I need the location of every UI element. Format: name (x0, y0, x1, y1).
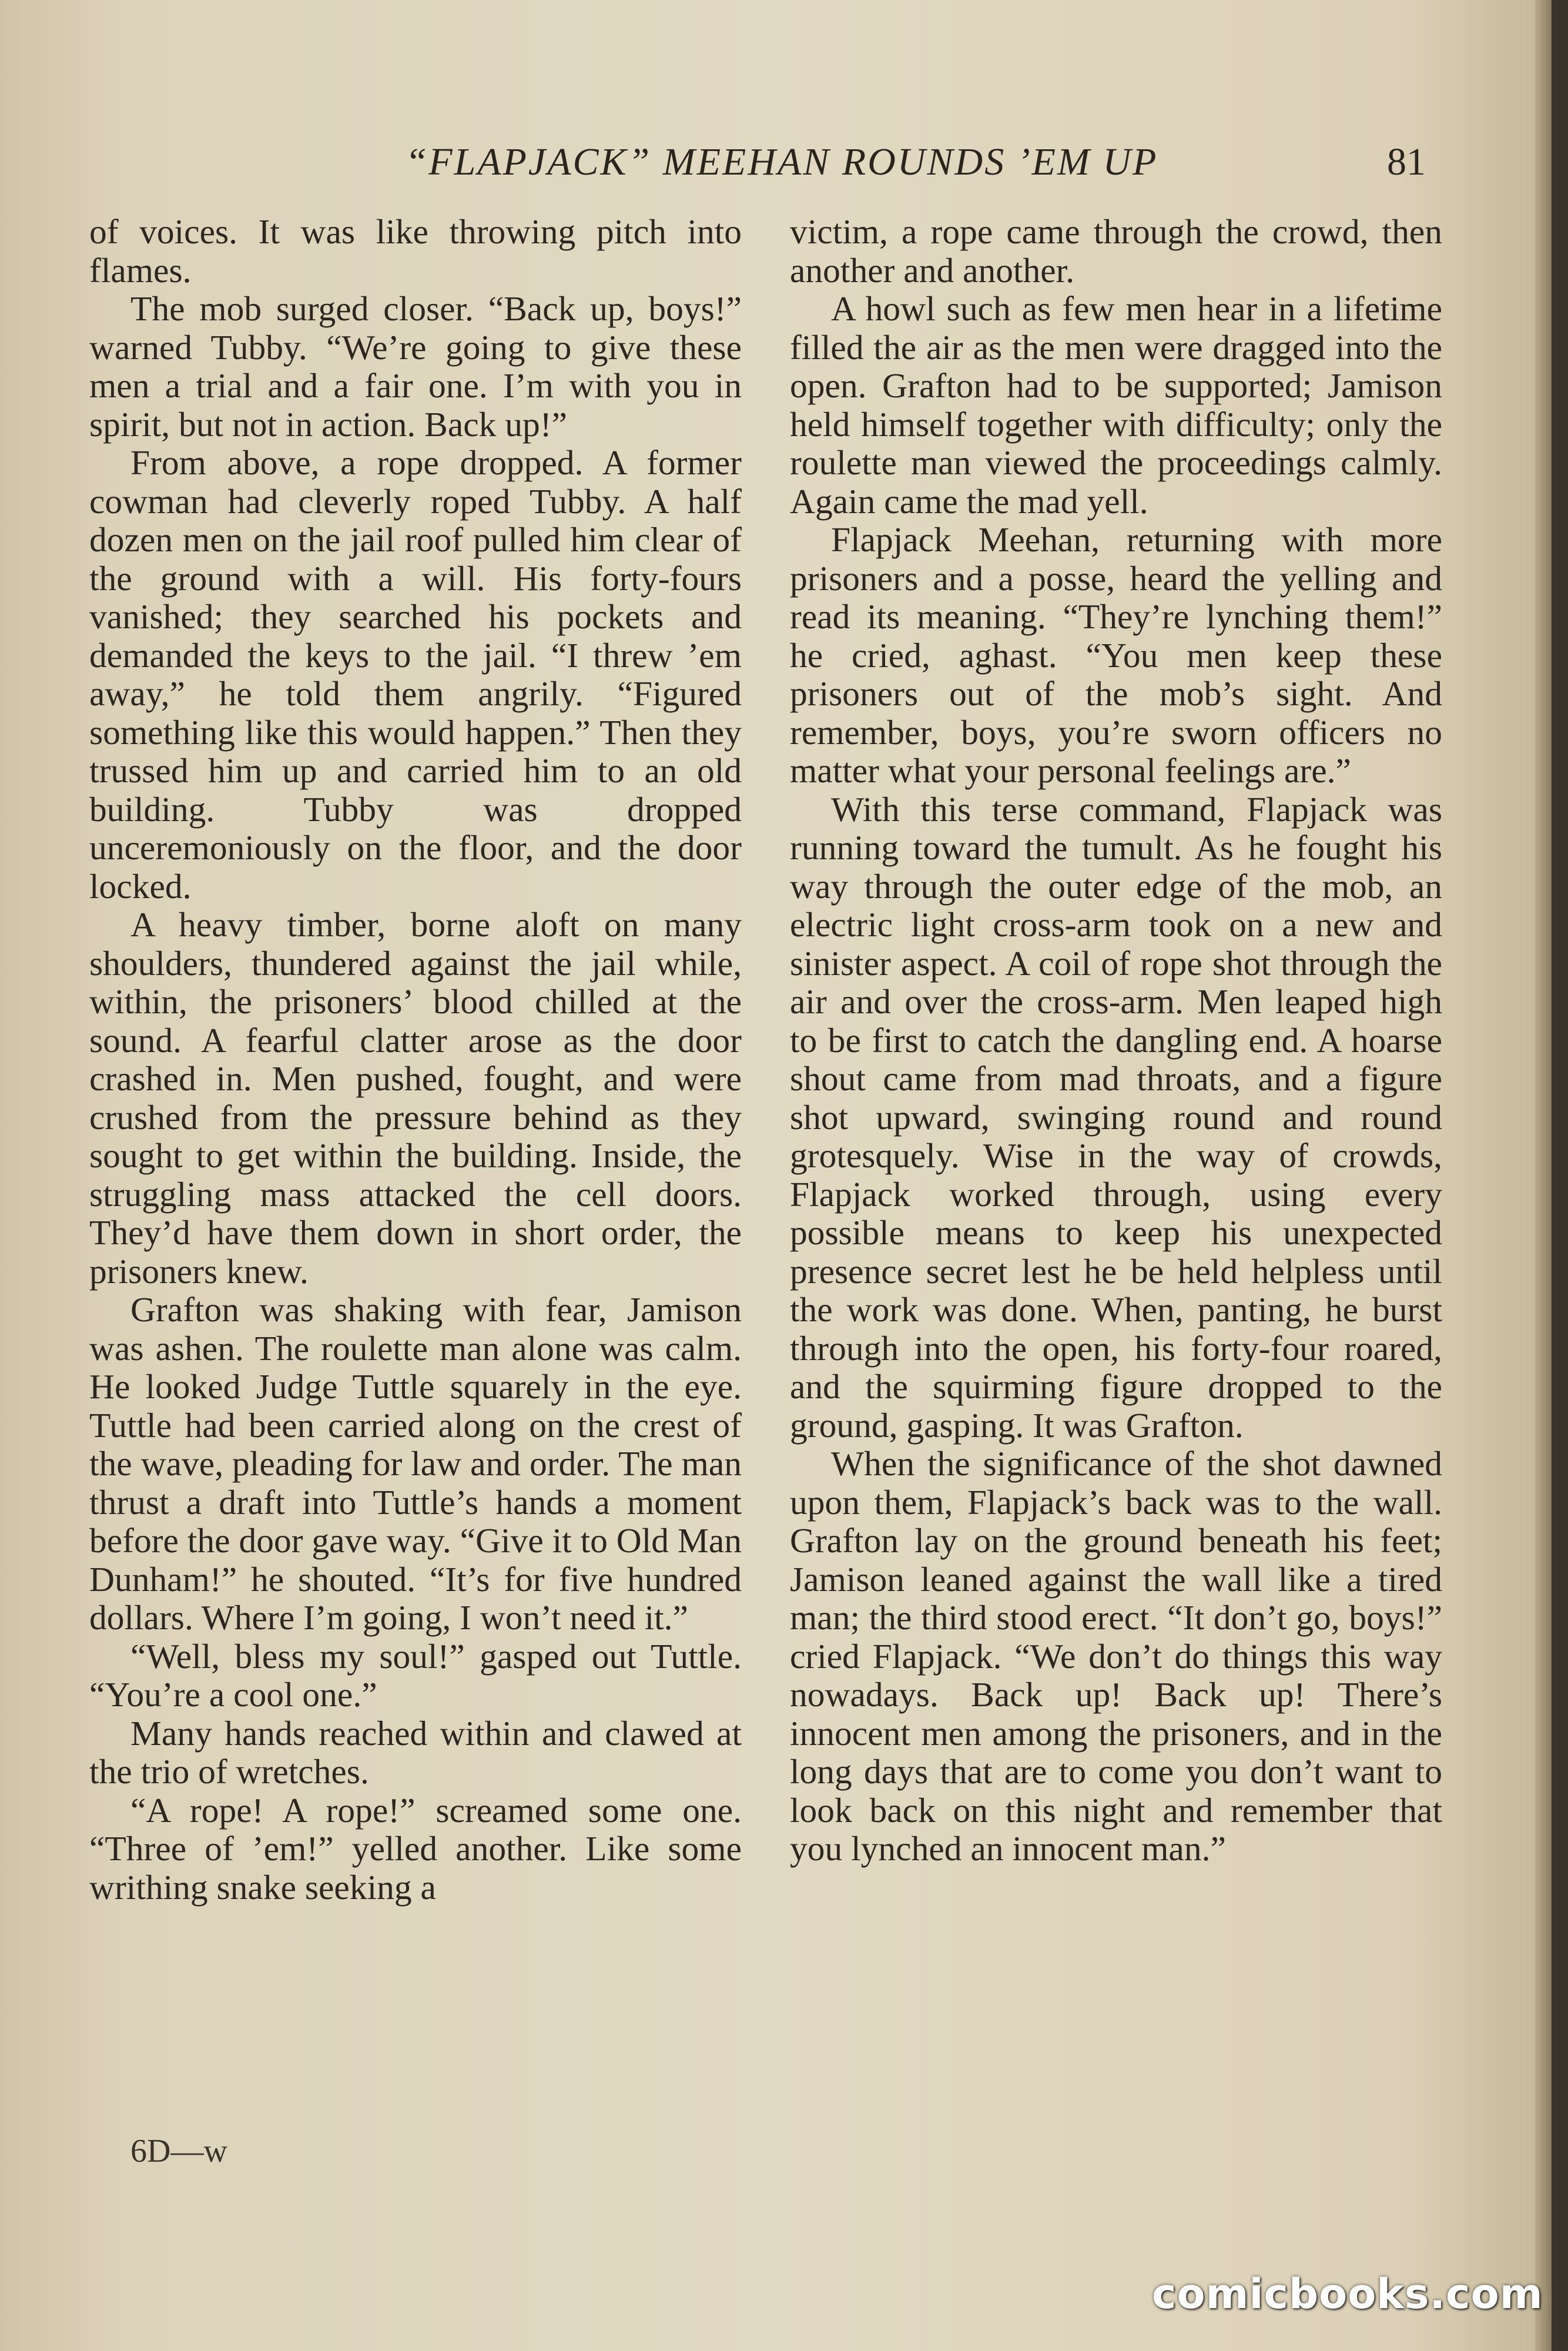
page-edge (1535, 0, 1552, 2351)
signature-mark: 6D—w (130, 2133, 227, 2169)
left-column (89, 213, 742, 1907)
paragraph: Many hands reached within and clawed at the trio of wretches. (89, 1713, 742, 1791)
page-number: 81 (1387, 140, 1426, 183)
running-head: “FLAPJACK” MEEHAN ROUNDS ’EM UP (405, 140, 1158, 183)
paragraph: Grafton was shaking with fear, Jamison was ashen. The roulette man alone was calm. He looked Judge Tuttle squarely in the eye. Tuttle had been carried along on the crest of the wave, pleading for law and order. The man thrust a draft into Tuttle’s hands a moment before the door gave way. “Give it to Old Man Dunham!” he shouted. “It’s for five hundred dollars. Where I’m going, I won’t need it.” (89, 1290, 742, 1637)
paragraph: victim, a rope came through the crowd, then another and another. (790, 212, 1442, 290)
paragraph: of voices. It was like throwing pitch into flames. (89, 212, 742, 290)
paragraph: The mob surged closer. “Back up, boys!” warned Tubby. “We’re going to give these men a trial and a fair one. I’m with you in spirit, but not in action. Back up!” (89, 289, 742, 444)
right-column (790, 213, 1442, 1868)
paragraph: From above, a rope dropped. A former cowman had cleverly roped Tubby. A half dozen men on the jail roof pulled him clear of the ground with a will. His forty-fours vanished; they searched his pockets and demanded the keys to the jail. “I threw ’em away,” he told them angrily. “Figured something like this would happen.” Then they trussed him up and carried him to an old building. Tubby was dropped unceremoniously on the floor, and the door locked. (89, 443, 742, 906)
paragraph: With this terse command, Flapjack was running toward the tumult. As he fought his way through the outer edge of the mob, an electric light cross-arm took on a new and sinister aspect. A coil of rope shot through the air and over the cross-arm. Men leaped high to be first to catch the dangling end. A hoarse shout came from mad throats, and a figure shot upward, swinging round and round grotesquely. Wise in the way of crowds, Flapjack worked through, using every possible means to keep his unexpected presence secret lest he be held helpless until the work was done. When, panting, he burst through into the open, his forty-four roared, and the squirming figure dropped to the ground, gasping. It was Grafton. (790, 789, 1442, 1445)
paragraph: A heavy timber, borne aloft on many shoulders, thundered against the jail while, within, the prisoners’ blood chilled at the sound. A fearful clatter arose as the door crashed in. Men pushed, fought, and were crushed from the pressure behind as they sought to get within the building. Inside, the struggling mass attacked the cell doors. They’d have them down in short order, the prisoners knew. (89, 905, 742, 1291)
paragraph: When the significance of the shot dawned upon them, Flapjack’s back was to the wall. Grafton lay on the ground beneath his feet; Jamison leaned against the wall like a tired man; the third stood erect. “It don’t go, boys!” cried Flapjack. “We don’t do things this way nowadays. Back up! Back up! There’s innocent men among the prisoners, and in the long days that are to come you don’t want to look back on this night and remember that you lynched an innocent man.” (790, 1444, 1442, 1868)
paragraph: Flapjack Meehan, returning with more prisoners and a posse, heard the yelling and read its meaning. “They’re lynching them!” he cried, aghast. “You men keep these prisoners out of the mob’s sight. And remember, boys, you’re sworn officers no matter what your personal feelings are.” (790, 520, 1442, 790)
paragraph: A howl such as few men hear in a lifetime filled the air as the men were dragged into the open. Grafton had to be supported; Jamison held himself together with difficulty; only the roulette man viewed the proceedings calmly. Again came the mad yell. (790, 289, 1442, 521)
watermark: comicbooks.com (1152, 2270, 1543, 2318)
paragraph: “A rope! A rope!” screamed some one. “Three of ’em!” yelled another. Like some writhing snake seeking a (89, 1790, 742, 1907)
paragraph: “Well, bless my soul!” gasped out Tuttle. “You’re a cool one.” (89, 1636, 742, 1714)
